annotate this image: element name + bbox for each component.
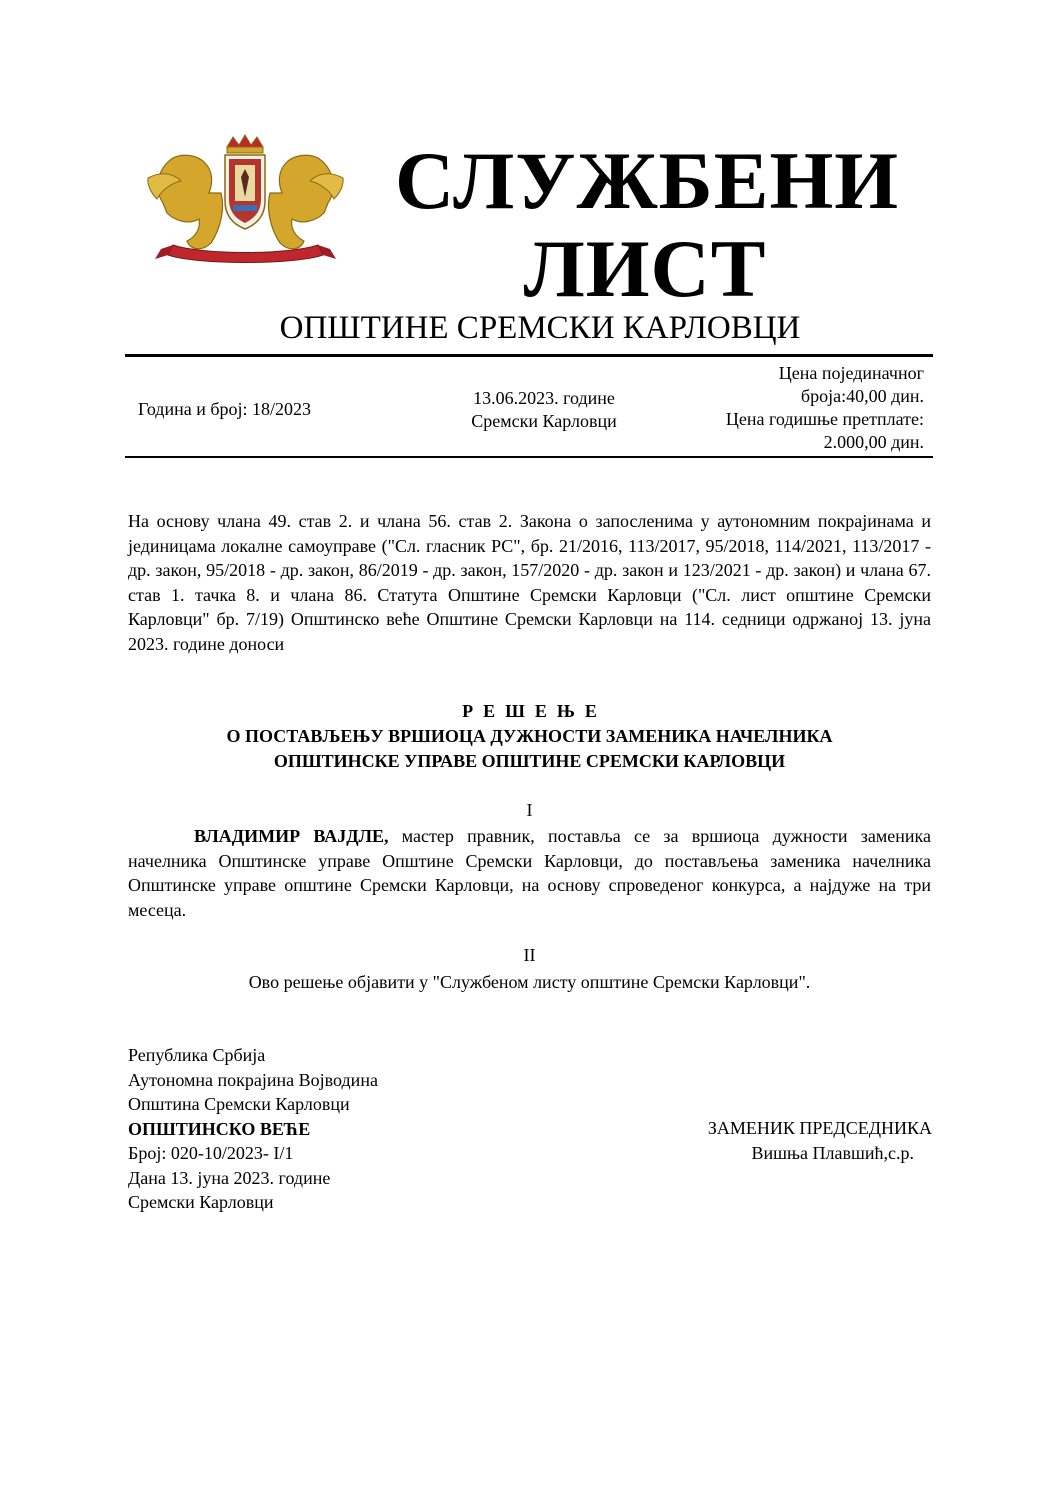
decision-heading-block — [128, 699, 931, 774]
header-divider-top — [125, 354, 933, 357]
price-single-value: броја:40,00 дин. — [800, 386, 924, 406]
section-1-text: мастер правник, поставља се за вршиоца дужности заменика начелника Општинске управе Општине Сремски Карловци, до постављења заменика начелника Општинске управе општине Сремски Карловци, на основу спроведеног конкурса, а најдуже на три месеца. — [128, 826, 932, 920]
issuer-country: Република Србија — [128, 1045, 266, 1065]
section-number-2: II — [523, 945, 536, 965]
issuer-block — [128, 1043, 378, 1215]
price-single-label: Цена појединачног — [778, 363, 924, 383]
price-annual-value: 2.000,00 дин. — [823, 432, 924, 452]
gazette-title-line2: ЛИСТ — [523, 223, 767, 314]
gazette-subtitle: ОПШТИНЕ СРЕМСКИ КАРЛОВЦИ — [279, 310, 801, 346]
section-number-1: I — [526, 800, 533, 820]
preamble-paragraph: На основу члана 49. став 2. и члана 56. став 2. Закона о запосленима у аутономним покрајинама и јединицама локалне самоуправе ("Сл. гласник РС", бр. 21/2016, 113/2017, 95/2018, 114/2021, 113/2017 - др. закон, 95/2018 - др. закон, 86/2019 - др. закон, 157/2020 - др. закон и 123/2021 - др. закон) и члана 67. став 1. тачка 8. и члана 86. Статута Општине Сремски Карловци ("Сл. лист општине Сремски Карловци" бр. 7/19) Општинско веће Општине Сремски Карловци на 114. седници одржаној 13. јуна 2023. године доноси — [128, 511, 931, 654]
decision-title-line1: О ПОСТАВЉЕЊУ ВРШИОЦА ДУЖНОСТИ ЗАМЕНИКА НАЧЕЛНИКА — [226, 726, 833, 746]
issuer-province: Аутономна покрајина Војводина — [128, 1069, 378, 1090]
document-number: Број: 020-10/2023- I/1 — [128, 1143, 294, 1163]
issue-date-place — [440, 387, 648, 433]
section-1-paragraph — [128, 824, 931, 922]
signature-block — [708, 1116, 932, 1165]
coat-of-arms-icon — [143, 133, 348, 268]
gazette-title-line1: СЛУЖБЕНИ — [395, 135, 900, 226]
decision-title-line2: ОПШТИНСКЕ УПРАВЕ ОПШТИНЕ СРЕМСКИ КАРЛОВЦИ — [273, 751, 786, 771]
issue-place: Сремски Карловци — [471, 411, 617, 431]
header-divider-bottom — [125, 456, 933, 458]
section-2-paragraph: Ово решење објавити у "Службеном листу општине Сремски Карловци". — [248, 972, 811, 992]
issue-date: 13.06.2023. године — [473, 388, 615, 408]
issuer-body: ОПШТИНСКО ВЕЋЕ — [128, 1118, 311, 1139]
document-place: Сремски Карловци — [128, 1192, 274, 1212]
price-annual-label: Цена годишње претплате: — [725, 409, 924, 429]
signatory-name: Вишња Плавшић,с.р. — [751, 1142, 914, 1163]
decision-heading: РЕШЕЊЕ — [462, 701, 607, 721]
document-date: Дана 13. јуна 2023. године — [128, 1167, 331, 1188]
signatory-title: ЗАМЕНИК ПРЕДСЕДНИКА — [707, 1118, 932, 1138]
issue-number: Година и број: 18/2023 — [138, 399, 312, 419]
issuer-municipality: Општина Сремски Карловци — [128, 1094, 350, 1114]
issue-prices — [664, 362, 924, 454]
appointee-name: ВЛАДИМИР ВАЈДЛЕ, — [194, 826, 389, 846]
